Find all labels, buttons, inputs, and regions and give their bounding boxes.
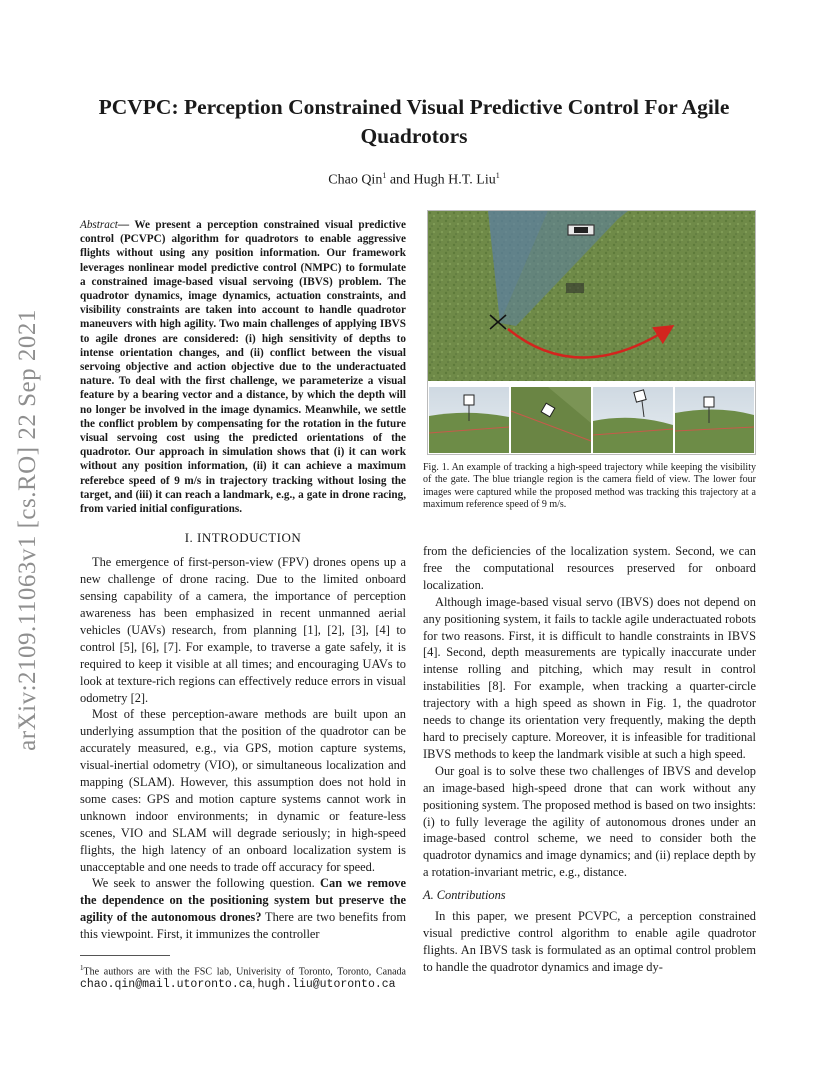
- section-heading: I. INTRODUCTION: [184, 530, 302, 546]
- author-name: Hugh H.T. Liu: [413, 172, 496, 188]
- arxiv-stamp: [14, 290, 42, 770]
- arxiv-stamp-text: arXiv:2109.11063v1 [cs.RO] 22 Sep 2021: [14, 309, 41, 751]
- right-column: [423, 543, 756, 976]
- figure-1: [427, 210, 756, 455]
- paper-title: PCVPC: Perception Constrained Visual Predictive Control For Agile Quadrotors: [98, 95, 730, 148]
- body-paragraph: Although image-based visual servo (IBVS) does not depend on any positioning system, it fails to tackle agile underactuated robots for two reasons. First, it is difficult to handle constraints in IBVS [4]. Second, depth measurements are typically inaccurate under intense rolling and pitching, which may result in control instabilities [8]. For example, when tracking a quarter-circle trajectory with a high speed as shown in Fig. 1, the quadrotor needs to change its orientation very frequently, making the depth hard to precisely capture. Moreover, it is infeasible for traditional IBVS methods to keep the landmark visible at such a high speed.: [423, 594, 756, 761]
- affiliation-mark: 1: [382, 171, 387, 180]
- paragraph-text: There are two benefits from this viewpoint. First, it immunizes the controller: [80, 910, 406, 942]
- gate-shadow: [566, 283, 584, 293]
- body-paragraph: Our goal is to solve these two challenges of IBVS and develop an image-based high-speed drone that can work without any positioning system. The proposed method is based on two insights: (i) to fully leverage the agility of autonomous drones under an image-based control scheme, we need to consider both the quadrotor dynamics and image dynamics; and (ii) replace depth by a rotation-invariant metric, e.g., distance.: [423, 763, 756, 880]
- author-conjunction: and: [389, 172, 411, 188]
- left-column: [80, 218, 406, 991]
- email-address: hugh.liu@utoronto.ca: [257, 977, 396, 991]
- email-address: chao.qin@mail.utoronto.ca: [80, 977, 253, 991]
- body-paragraph: [80, 875, 406, 943]
- abstract-lead: Abstract: [80, 219, 118, 231]
- author-name: Chao Qin: [328, 172, 383, 188]
- footnote-mark: 1: [80, 964, 84, 973]
- paragraph-text: We seek to answer the following question.: [92, 876, 315, 891]
- affiliation-mark: 1: [495, 171, 500, 180]
- author-line: [70, 171, 758, 189]
- body-paragraph: Most of these perception-aware methods are built upon an underlying assumption that the position of the quadrotor can be accurately measured, e.g., via GPS, motion capture systems, visual-inertial odometry (VIO), or simultaneous localization and mapping (SLAM). However, this assumption does not hold in some cases: GPS and motion capture systems cannot work in unknown indoor environments; in dynamic or feature-less scenes, VIO and SLAM will degrade seriously; in high-speed flights, the high latency of an onboard localization system is unacceptable and one needs to trade off accuracy for speed.: [80, 707, 406, 874]
- research-question: Can we remove the dependence on the positioning system but preserve the agility of the autonomous drones?: [80, 876, 406, 925]
- abstract: [80, 218, 406, 516]
- onboard-view-strip: [428, 385, 755, 454]
- figure-image: [428, 211, 755, 454]
- abstract-text: We present a perception constrained visual predictive control (PCVPC) algorithm for quadrotors to enable aggressive flights without using any position information. Our framework leverages nonlinear model predictive control (NMPC) to formulate a constrained image-based visual servoing (IBVS) problem. The quadrotor dynamics, image dynamics, actuation constraints, and visibility constraints are taken into account to handle quadrotor maneuvers with high agility. Two main challenges of applying IBVS to agile drones are considered: (i) high sensitivity of depths to intense orientation changes, and (ii) conflict between the visual servoing objective and action objective due to the underactuated nature. To deal with the first challenge, we parameterize a visual feature by a bearing vector and a distance, by which the depth will no longer be involved in the image dynamics. Meanwhile, we settle the conflict problem by compensating for the rotation in the future visual servoing cost using the predicted orientations of the quadrotor. Our approach in simulation shows that (i) it can work without any position information, (ii) it can achieve a maximum referebce speed of 9 m/s in trajectory tracking without losing the target, and (iii) it can reach a landmark, e.g., a gate in drone racing, from varied initial configurations.: [80, 219, 406, 516]
- footnote: $^1$The authors are with the FSC lab, Univerisity of Toronto, Toronto, Canada chao.qin@mail.utoronto.ca, hugh.liu@utoronto.ca: [80, 964, 406, 991]
- body-paragraph: In this paper, we present PCVPC, a perception constrained visual predictive control algorithm to enable agile quadrotor flights. An IBVS task is formulated as an optimal control problem to handle the quadrotor dynamics and image dy-: [423, 909, 756, 974]
- footnote-text: The authors are with the FSC lab, Univerisity of Toronto, Toronto, Canada: [83, 966, 406, 978]
- subsection-heading: A. Contributions: [423, 888, 506, 903]
- body-paragraph: from the deficiencies of the localization system. Second, we can free the computational resources preserved for onboard localization.: [423, 544, 756, 592]
- abstract-dash: —: [117, 219, 130, 231]
- figure-caption: Fig. 1. An example of tracking a high-speed trajectory while keeping the visibility of the gate. The blue triangle region is the camera field of view. The lower four images were captured while the proposed method was tracking this trajectory at a maximum reference speed of 9 m/s.: [423, 462, 756, 511]
- footnote-divider: [80, 955, 170, 956]
- body-paragraph: The emergence of first-person-view (FPV) drones opens up a new challenge of drone racing. Due to the limited onboard sensing capability of a camera, the importance of perception awareness has been emphasized in recent unmanned aerial vehicles (UAVs) research, from planning [1], [2], [3], [4] to control [5], [6], [7]. For example, to traverse a gate safely, it is required to keep it visible at all times; and encouraging UAVs to look at texture-rich regions can effectively reduce errors in visual odometry [2].: [80, 555, 406, 705]
